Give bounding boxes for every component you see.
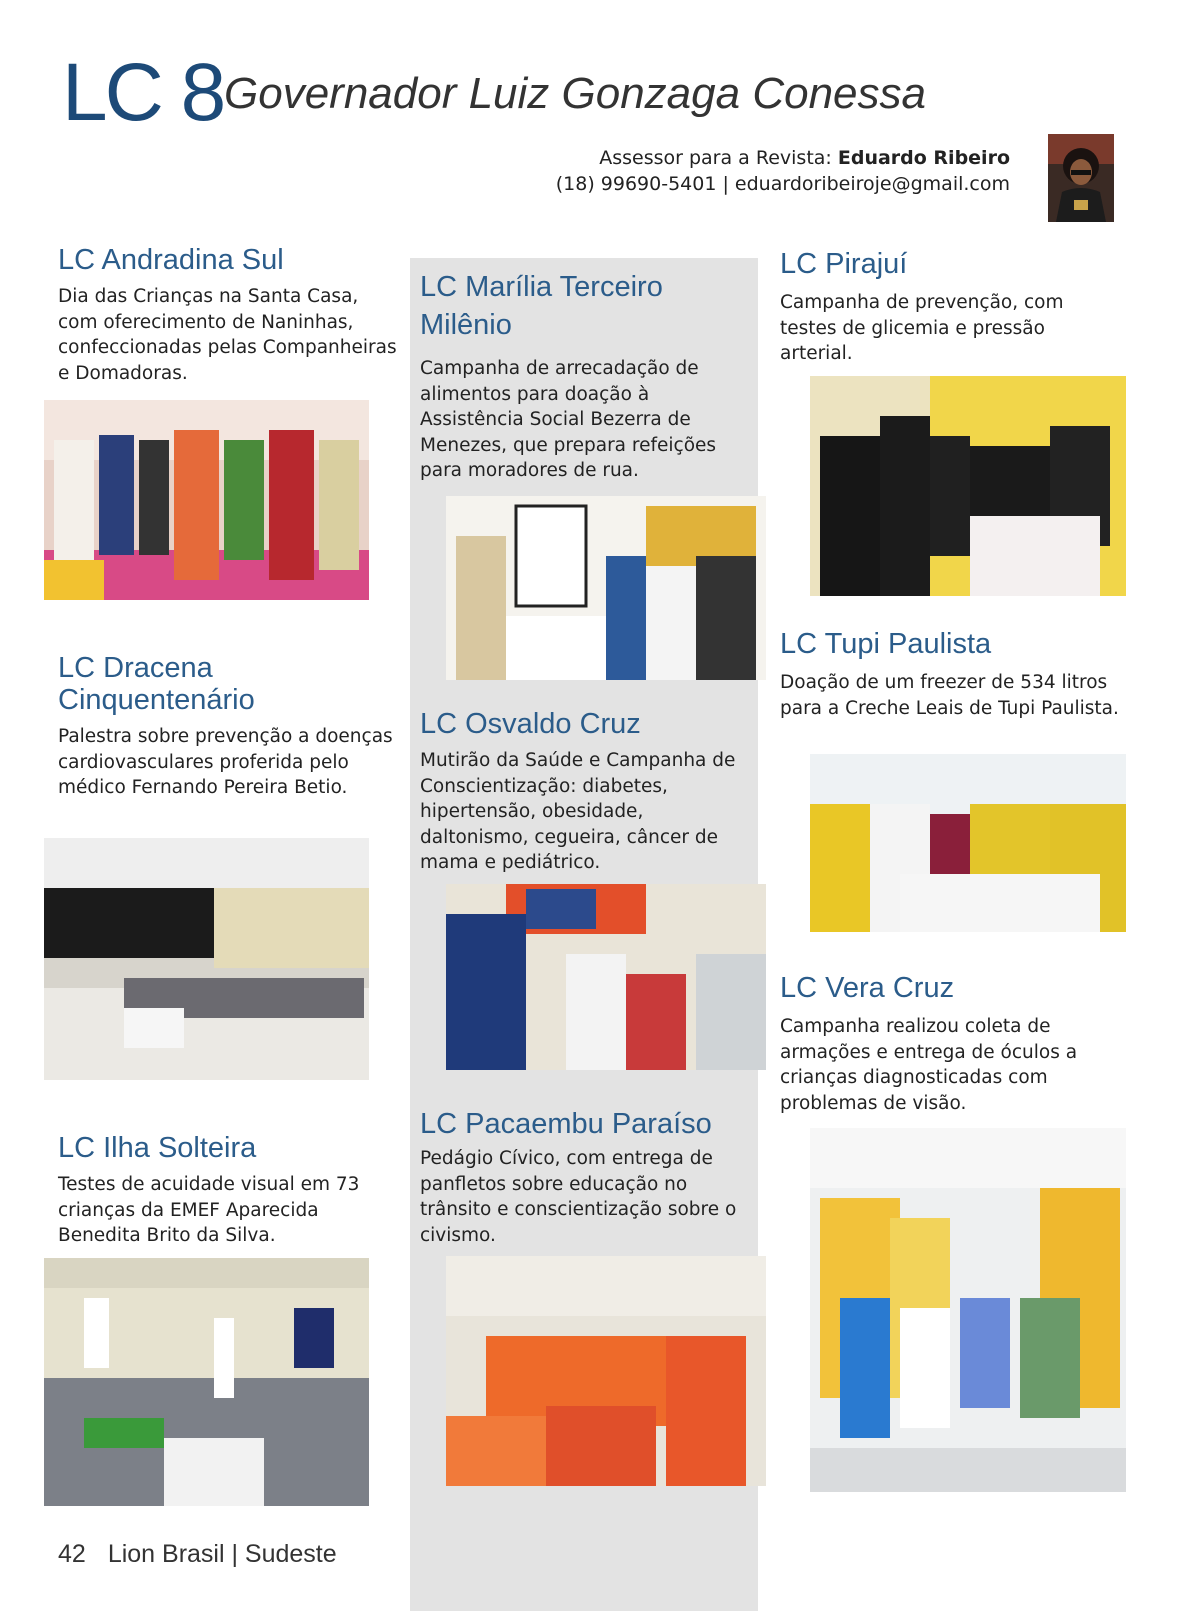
photo-pirajui: [810, 376, 1126, 596]
assessor-line: [556, 145, 1010, 171]
assessor-photo: [1048, 134, 1114, 222]
club-title: LC Tupi Paulista: [780, 628, 992, 660]
club-title: LC Andradina Sul: [58, 244, 284, 276]
photo-vera: [810, 1128, 1126, 1492]
club-description: Testes de acuidade visual em 73 crianças da EMEF Aparecida Benedita Brito da Silva.: [58, 1174, 360, 1246]
club-title: LC Ilha Solteira: [58, 1132, 257, 1164]
club-title: LC Pacaembu Paraíso: [420, 1108, 712, 1140]
club-description: Dia das Crianças na Santa Casa, com oferecimento de Naninhas, confeccionadas pelas Companheiras e Domadoras.: [58, 286, 397, 384]
club-andradina: [58, 244, 398, 386]
photo-tupi: [810, 754, 1126, 932]
club-tupi: [780, 628, 1120, 721]
club-title: LC Pirajuí: [780, 248, 908, 280]
club-description: Pedágio Cívico, com entrega de panfletos sobre educação no trânsito e conscientização sobre o civismo.: [420, 1148, 737, 1246]
club-dracena: [58, 652, 398, 801]
assessor-info: [556, 145, 1010, 197]
photo-ilha: [44, 1258, 369, 1506]
club-description: Mutirão da Saúde e Campanha de Conscientização: diabetes, hipertensão, obesidade, daltonismo, cegueira, câncer de mama e pediátrico.: [420, 750, 736, 873]
club-description: Campanha de prevenção, com testes de glicemia e pressão arterial.: [780, 292, 1064, 364]
assessor-name: Eduardo Ribeiro: [837, 147, 1010, 169]
club-description: Palestra sobre prevenção a doenças cardiovasculares proferida pelo médico Fernando Pereira Betio.: [58, 726, 393, 798]
assessor-contact: (18) 99690-5401 | eduardoribeiroje@gmail.com: [555, 173, 1010, 195]
club-title: LC Dracena Cinquentenário: [58, 652, 255, 716]
club-pacaembu: [420, 1108, 750, 1248]
photo-dracena: [44, 838, 369, 1080]
governor-name: Governador Luiz Gonzaga Conessa: [224, 69, 926, 118]
club-osvaldo: [420, 708, 750, 876]
club-ilha: [58, 1132, 398, 1249]
club-pirajui: [780, 248, 1120, 367]
assessor-label: Assessor para a Revista:: [599, 147, 832, 169]
club-vera: [780, 972, 1120, 1116]
page-footer: [58, 1540, 337, 1569]
club-title: LC Vera Cruz: [780, 972, 955, 1004]
page-number: 42: [58, 1540, 86, 1568]
club-description: Campanha de arrecadação de alimentos para doação à Assistência Social Bezerra de Menezes, que prepara refeições para moradores de rua.: [420, 358, 717, 481]
club-marilia: [420, 268, 750, 484]
photo-pacaembu: [446, 1256, 766, 1486]
publication-name: Lion Brasil | Sudeste: [107, 1540, 337, 1568]
district-code: LC 8: [62, 47, 224, 138]
photo-andradina: [44, 400, 369, 600]
photo-osvaldo: [446, 884, 766, 1070]
photo-marilia: [446, 496, 766, 680]
club-description: Doação de um freezer de 534 litros para a Creche Leais de Tupi Paulista.: [780, 672, 1119, 719]
club-title: LC Marília Terceiro Milênio: [420, 271, 663, 341]
club-description: Campanha realizou coleta de armações e entrega de óculos a crianças diagnosticadas com problemas de visão.: [780, 1016, 1078, 1114]
club-title: LC Osvaldo Cruz: [420, 708, 641, 740]
